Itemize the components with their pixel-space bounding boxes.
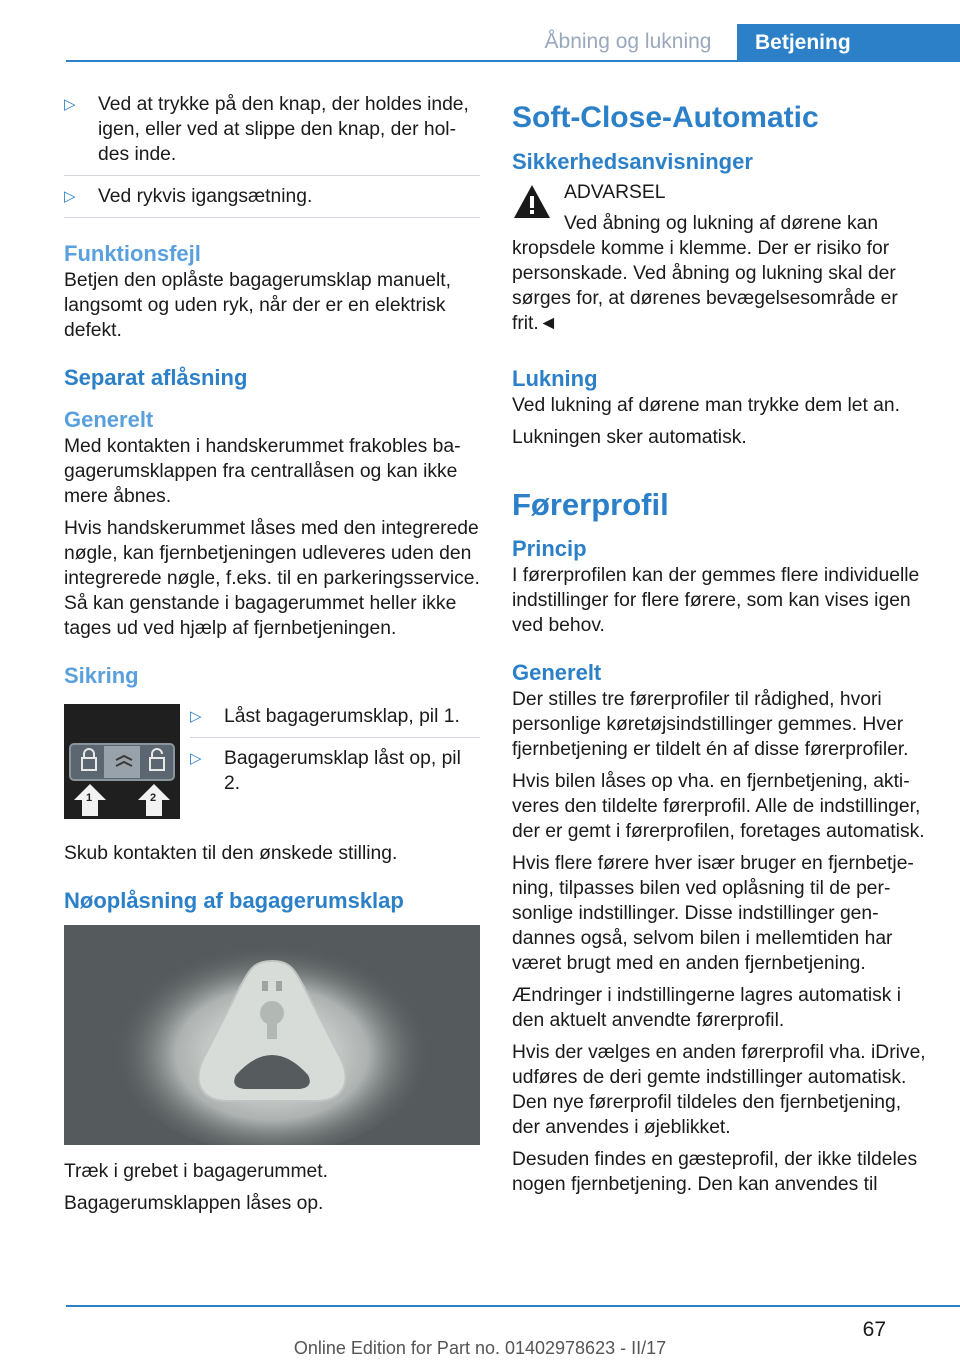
warning-label: ADVARSEL bbox=[564, 182, 666, 203]
generelt-right-p1: Der stilles tre førerprofiler til rådighed, hvori personlige køretøjsindstillinger gemmes. Hver fjernbetjening er tildelt én af disse førerprofiler. bbox=[512, 689, 909, 760]
list-item-text: Ved at trykke på den knap, der holdes inde, igen, eller ved at slippe den knap, der holdes inde. bbox=[98, 94, 469, 165]
heading-sikkerhedsanvisninger: Sikkerhedsanvisninger bbox=[512, 149, 753, 174]
list-item bbox=[64, 92, 480, 176]
generelt-right-p4: Ændringer i indstillingerne lagres automatisk i den aktuelt anvendte førerprofil. bbox=[512, 985, 902, 1031]
triangle-bullet-icon: ▷ bbox=[190, 750, 202, 767]
list-item-text: Ved rykvis igangsætning. bbox=[98, 186, 313, 207]
header-section-title: Åbning og lukning bbox=[544, 30, 712, 53]
footer-rule bbox=[66, 1305, 960, 1307]
warning-triangle-icon bbox=[512, 182, 552, 222]
heading-sikring: Sikring bbox=[64, 663, 139, 688]
triangle-bullet-icon: ▷ bbox=[64, 188, 76, 205]
generelt-left-p2: Hvis handskerummet låses med den integrerede nøgle, kan fjernbetjeningen udleveres uden den integrerede nøgle, f.eks. til en parkeringsservice. Så kan genstande i bagagerummet heller ikke tages ud ved hjælp af fjernbetjeningen. bbox=[64, 518, 480, 639]
heading-noedoplaasning: Nøoplåsning af bagagerumsklap bbox=[64, 888, 404, 913]
list-item-text: Låst bagagerumsklap, pil 1. bbox=[224, 706, 460, 727]
skub-text: Skub kontakten til den ønskede stilling. bbox=[64, 843, 398, 864]
bullet-list-top bbox=[64, 92, 480, 218]
arrow-label-2: 2 bbox=[150, 792, 157, 804]
arrow-label-1: 1 bbox=[86, 792, 93, 804]
funktionsfejl-text: Betjen den oplåste bagagerumsklap manuelt, langsomt og uden ryk, når der er en elektrisk defekt. bbox=[64, 270, 451, 341]
warning-first-line: Ved åbning og lukning af dørene kan bbox=[564, 213, 879, 234]
laases-text: Bagagerumsklappen låses op. bbox=[64, 1193, 324, 1214]
lukning-p2: Lukningen sker automatisk. bbox=[512, 427, 747, 448]
list-item-text: Bagagerumsklap låst op, pil 2. bbox=[224, 748, 461, 794]
page-header bbox=[0, 0, 960, 62]
heading-soft-close: Soft-Close-Automatic bbox=[512, 101, 819, 134]
heading-generelt-right: Generelt bbox=[512, 660, 602, 685]
list-item bbox=[190, 738, 480, 804]
triangle-bullet-icon: ▷ bbox=[190, 708, 202, 725]
warning-text: kropsdele komme i klemme. Der er risiko for personskade. Ved åbning og lukning skal der sørges for, at dørenes bevægelsesområde er frit.◄ bbox=[512, 238, 898, 334]
footer-edition: Online Edition for Part no. 01402978623 - II/17 bbox=[293, 1338, 667, 1358]
heading-funktionsfejl: Funktionsfejl bbox=[64, 241, 201, 266]
page-number: 67 bbox=[862, 1318, 886, 1341]
triangle-bullet-icon: ▷ bbox=[64, 96, 76, 113]
list-item bbox=[64, 176, 480, 218]
header-rule bbox=[66, 60, 960, 62]
right-column bbox=[512, 98, 932, 1204]
lukning-p1: Ved lukning af dørene man trykke dem let an. bbox=[512, 395, 900, 416]
heading-lukning: Lukning bbox=[512, 366, 598, 391]
princip-text: I førerprofilen kan der gemmes flere individuelle indstillinger for flere førere, som kan vises igen ved behov. bbox=[512, 565, 920, 636]
heading-foererprofil: Førerprofil bbox=[512, 487, 669, 522]
header-chapter-tab: Betjening bbox=[737, 24, 960, 62]
generelt-right-p6: Desuden findes en gæsteprofil, der ikke tildeles nogen fjernbetjening. Den kan anvendes til bbox=[512, 1149, 918, 1195]
sikring-bullet-list bbox=[190, 704, 480, 819]
generelt-right-p3: Hvis flere førere hver især bruger en fjernbetjening, tilpasses bilen ved oplåsning til de personlige indstillinger. Disse indstillinger gendannes også, selvom bilen i mellemtiden har været brugt med en anden fjernbetjening. bbox=[512, 853, 914, 974]
heading-princip: Princip bbox=[512, 536, 587, 561]
heading-separat-aflaasning: Separat aflåsning bbox=[64, 365, 248, 390]
sikring-block bbox=[64, 704, 480, 819]
warning-block bbox=[512, 180, 932, 236]
generelt-left-p1: Med kontakten i handskerummet frakobles bagagerumsklappen fra centrallåsen og kan ikke mere åbnes. bbox=[64, 436, 461, 507]
emergency-release-handle-image bbox=[64, 925, 480, 1145]
generelt-right-p2: Hvis bilen låses op vha. en fjernbetjening, aktiveres den tildelte førerprofil. Alle de indstillinger, der er gemt i førerprofilen, foretages automatisk. bbox=[512, 771, 925, 842]
left-column bbox=[64, 92, 480, 1223]
traek-text: Træk i grebet i bagagerummet. bbox=[64, 1161, 328, 1182]
generelt-right-p5: Hvis der vælges en anden førerprofil vha. iDrive, udføres de deri gemte indstillinger automatisk. Den nye førerprofil tildeles den fjernbetjening, der anvendes i øjeblikket. bbox=[512, 1042, 926, 1138]
lock-switch-image bbox=[64, 704, 180, 819]
heading-generelt-left: Generelt bbox=[64, 407, 154, 432]
list-item bbox=[190, 704, 480, 738]
